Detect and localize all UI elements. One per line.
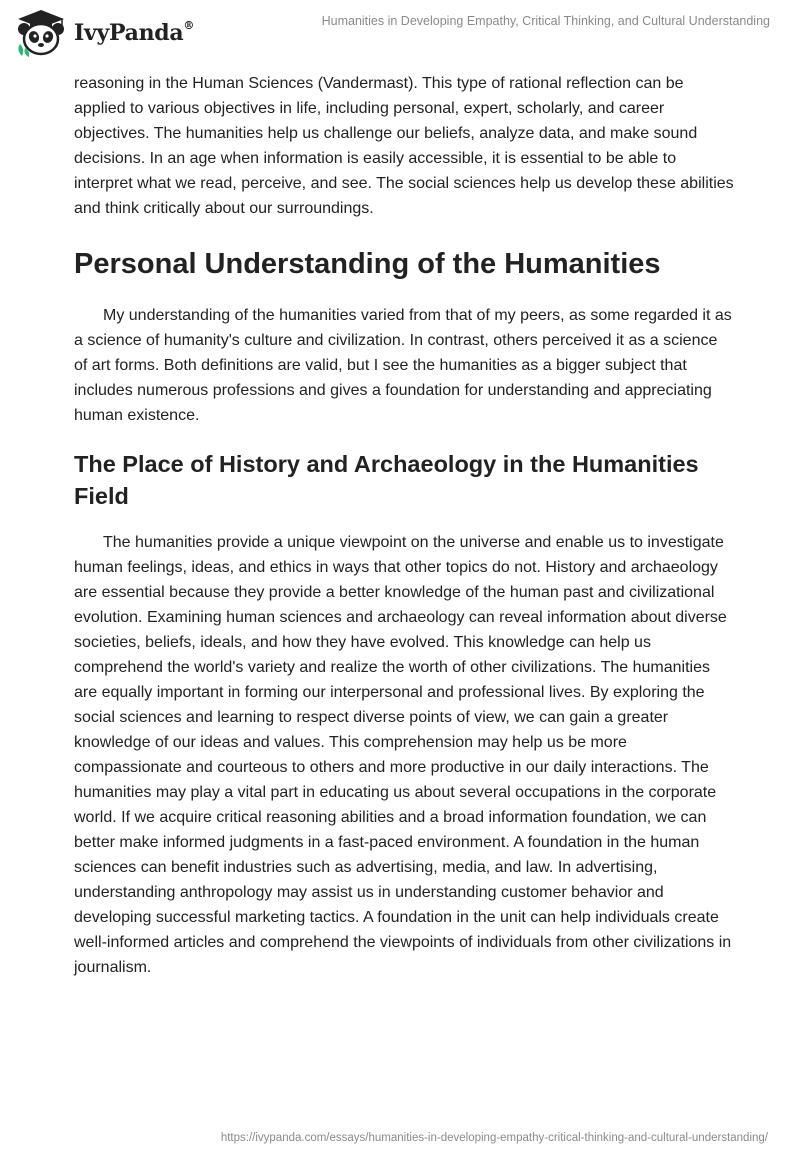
brand-name bbox=[74, 20, 194, 46]
section-heading-history-archaeology: The Place of History and Archaeology in the Humanities Field bbox=[74, 451, 699, 509]
brand-text: IvyPanda bbox=[74, 20, 184, 46]
intro-paragraph: reasoning in the Human Sciences (Vandermast). This type of rational reflection can be applied to various objectives in life, including personal, expert, scholarly, and career objectives. The humanities help us challenge our beliefs, analyze data, and make sound decisions. In an age when information is easily accessible, it is essential to be able to interpret what we read, perceive, and see. The social sciences help us develop these abilities and think critically about our surroundings. bbox=[74, 75, 734, 217]
document-title: Humanities in Developing Empathy, Critical Thinking, and Cultural Understanding bbox=[321, 14, 770, 28]
section-paragraph-history-archaeology: The humanities provide a unique viewpoint on the universe and enable us to investigate human feelings, ideas, and ethics in ways that other topics do not. History and archaeology are essential because they provide a better knowledge of the human past and civilizational evolution. Examining human sciences and archaeology can reveal information about diverse societies, beliefs, ideals, and how they have evolved. This knowledge can help us comprehend the world's variety and realize the worth of other civilizations. The humanities are equally important in forming our interpersonal and professional lives. By exploring the social sciences and learning to respect diverse points of view, we can gain a greater knowledge of our ideas and values. This comprehension may help us be more compassionate and courteous to others and more productive in our daily interactions. The humanities may play a vital part in educating us about several occupations in the corporate world. If we acquire critical reasoning abilities and a broad information foundation, we can better make informed judgments in a fast-paced environment. A foundation in the human sciences can benefit industries such as advertising, media, and law. In advertising, understanding anthropology may assist us in understanding customer behavior and developing successful marketing tactics. A foundation in the unit can help individuals create well-informed articles and comprehend the viewpoints of individuals from other civilizations in journalism. bbox=[74, 534, 732, 976]
section-heading-personal-understanding: Personal Understanding of the Humanities bbox=[74, 248, 661, 280]
page-header bbox=[0, 0, 800, 70]
footer-url-link[interactable]: https://ivypanda.com/essays/humanities-in-developing-empathy-critical-thinking-and-cultural-understanding/ bbox=[220, 1132, 768, 1144]
panda-graduate-icon bbox=[14, 8, 68, 58]
ivypanda-logo[interactable] bbox=[14, 8, 194, 58]
essay-content bbox=[74, 71, 734, 980]
registered-mark: ® bbox=[183, 18, 195, 32]
section-paragraph-personal-understanding: My understanding of the humanities varied from that of my peers, as some regarded it as a science of humanity's culture and civilization. In contrast, others perceived it as a science of art forms. Both definitions are valid, but I see the humanities as a bigger subject that includes numerous professions and gives a foundation for understanding and appreciating human existence. bbox=[74, 307, 732, 424]
